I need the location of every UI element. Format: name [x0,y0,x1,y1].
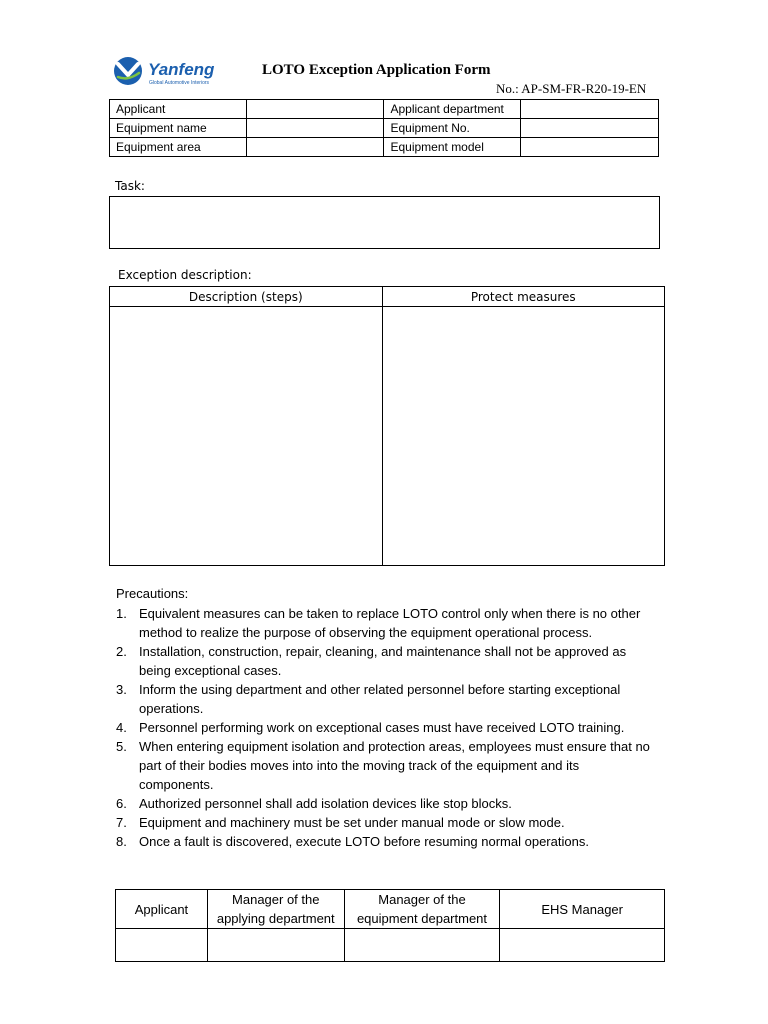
description-steps-field[interactable] [110,307,383,566]
form-title: LOTO Exception Application Form [262,62,491,78]
table-row [110,100,659,119]
applicant-department-field[interactable] [521,100,659,119]
applicant-label: Applicant [110,100,247,119]
list-item: 8. Once a fault is discovered, execute LOTO before resuming normal operations. [116,834,589,849]
equipment-area-field[interactable] [246,138,384,157]
list-item: 6. Authorized personnel shall add isolation devices like stop blocks. [116,796,512,811]
list-item: 2. Installation, construction, repair, cleaning, and maintenance shall not be approved as being exceptional cases. [116,644,627,678]
yanfeng-logo [112,55,232,87]
logo-wordmark: Yanfeng [148,60,215,79]
list-item: 7. Equipment and machinery must be set under manual mode or slow mode. [116,815,565,830]
task-field[interactable] [109,196,660,249]
ehs-manager-signature-field[interactable] [500,929,665,962]
protect-measures-header: Protect measures [382,287,664,307]
equipment-model-label: Equipment model [384,138,521,157]
ehs-manager-header: EHS Manager [500,890,665,929]
equipment-area-label: Equipment area [110,138,247,157]
description-steps-header: Description (steps) [110,287,383,307]
table-row [110,307,665,566]
equipment-manager-header: Manager of the equipment department [344,890,500,929]
document-number: No.: AP-SM-FR-R20-19-EN [496,81,647,96]
applicant-field[interactable] [246,100,384,119]
yanfeng-logo-icon [112,55,232,87]
applicant-signature-field[interactable] [116,929,208,962]
table-row [110,138,659,157]
task-label: Task: [115,179,145,193]
equipment-no-field[interactable] [521,119,659,138]
exception-description-table [109,286,665,566]
equipment-manager-signature-field[interactable] [344,929,500,962]
table-row [110,119,659,138]
precautions-label: Precautions: [116,586,189,601]
list-item: 3. Inform the using department and other related personnel before starting exceptional operations. [116,682,621,716]
equipment-model-field[interactable] [521,138,659,157]
applying-manager-signature-field[interactable] [207,929,344,962]
applicant-signature-header: Applicant [116,890,208,929]
list-item: 4. Personnel performing work on exceptional cases must have received LOTO training. [116,720,625,735]
table-header-row [110,287,665,307]
table-row [116,929,665,962]
equipment-name-field[interactable] [246,119,384,138]
precautions-list [116,604,656,851]
protect-measures-field[interactable] [382,307,664,566]
equipment-no-label: Equipment No. [384,119,521,138]
logo-tagline: Global Automotive Interiors [149,80,210,86]
applicant-department-label: Applicant department [384,100,521,119]
signoff-table [115,889,665,962]
applicant-info-table [109,99,659,157]
equipment-name-label: Equipment name [110,119,247,138]
exception-description-label: Exception description: [118,268,252,282]
list-item: 5. When entering equipment isolation and protection areas, employees must ensure that no part of their bodies moves into into the moving track of the equipment and its components. [116,739,650,792]
list-item: 1. Equivalent measures can be taken to replace LOTO control only when there is no other method to realize the purpose of observing the equipment operational process. [116,606,641,640]
table-header-row [116,890,665,929]
applying-manager-header: Manager of the applying department [207,890,344,929]
